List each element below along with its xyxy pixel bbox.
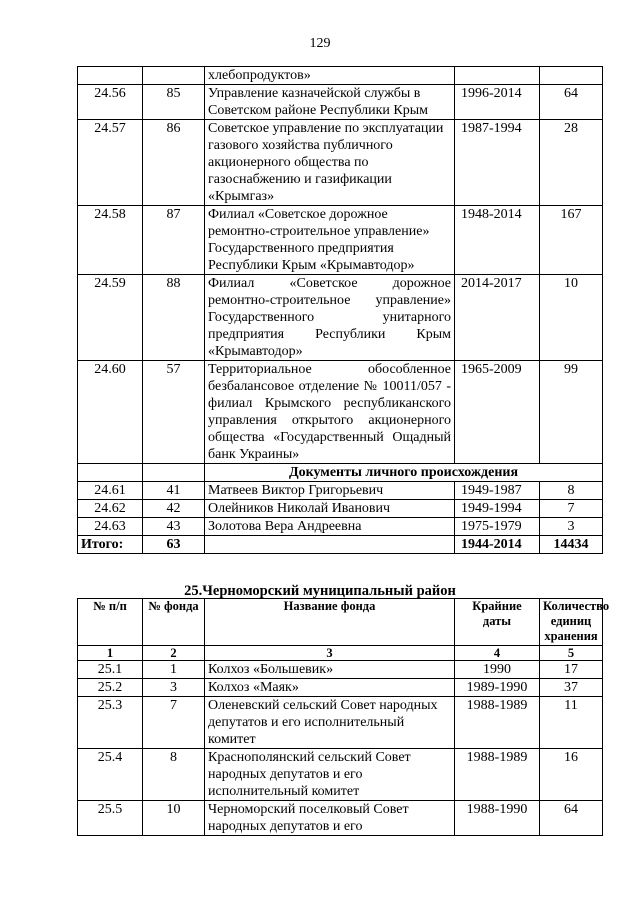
- archive-table-continued: [77, 66, 603, 554]
- table-row: [78, 801, 603, 836]
- table-row: [78, 275, 603, 361]
- fond-name: Золотова Вера Андреевна: [205, 518, 455, 536]
- table-row: [78, 361, 603, 464]
- table-row: [78, 85, 603, 120]
- extreme-dates: 1988-1990: [455, 801, 540, 836]
- fond-number: 86: [143, 120, 205, 206]
- row-number: 24.59: [78, 275, 143, 361]
- row-number: 25.1: [78, 661, 143, 679]
- fond-number: 10: [143, 801, 205, 836]
- fond-name: Краснополянский сельский Совет народных депутатов и его исполнительный комитет: [205, 749, 455, 801]
- column-index: 2: [143, 646, 205, 661]
- fond-number: 41: [143, 482, 205, 500]
- column-header-fond: № фонда: [143, 599, 205, 646]
- column-header-dates: Крайние даты: [455, 599, 540, 646]
- fond-name: Колхоз «Маяк»: [205, 679, 455, 697]
- row-number: 24.63: [78, 518, 143, 536]
- row-number: 25.4: [78, 749, 143, 801]
- archive-table-region: [77, 598, 610, 836]
- fond-number: 88: [143, 275, 205, 361]
- fond-number: 8: [143, 749, 205, 801]
- fond-number: 57: [143, 361, 205, 464]
- fond-name: Оленевский сельский Совет народных депутатов и его исполнительный комитет: [205, 697, 455, 749]
- table-row: [78, 749, 603, 801]
- extreme-dates: 1949-1987: [455, 482, 540, 500]
- region-heading: 25.Черноморский муниципальный район: [184, 583, 456, 599]
- row-number: 24.58: [78, 206, 143, 275]
- total-label: Итого:: [78, 536, 143, 554]
- storage-units: 8: [540, 482, 603, 500]
- storage-units: 167: [540, 206, 603, 275]
- extreme-dates: 1989-1990: [455, 679, 540, 697]
- fond-number: 1: [143, 661, 205, 679]
- storage-units: 7: [540, 500, 603, 518]
- page-number: 129: [309, 36, 331, 51]
- extreme-dates: 1988-1989: [455, 697, 540, 749]
- storage-units: 64: [540, 85, 603, 120]
- extreme-dates: 1965-2009: [455, 361, 540, 464]
- row-number: 25.5: [78, 801, 143, 836]
- table-row: [78, 120, 603, 206]
- extreme-dates: 1948-2014: [455, 206, 540, 275]
- storage-units: 11: [540, 697, 603, 749]
- fond-number: 42: [143, 500, 205, 518]
- fond-name: Советское управление по эксплуатации газового хозяйства публичного акционерного общества по газоснабжению и газификации «Крымгаз»: [205, 120, 455, 206]
- row-number: 25.3: [78, 697, 143, 749]
- total-dates: 1944-2014: [455, 536, 540, 554]
- row-number: 24.62: [78, 500, 143, 518]
- table-row: [78, 679, 603, 697]
- extreme-dates: 1990: [455, 661, 540, 679]
- extreme-dates: 1988-1989: [455, 749, 540, 801]
- storage-units: 17: [540, 661, 603, 679]
- storage-units: 99: [540, 361, 603, 464]
- column-header-count: Количество единиц хранения: [540, 599, 603, 646]
- extreme-dates: 2014-2017: [455, 275, 540, 361]
- storage-units: 28: [540, 120, 603, 206]
- table-row: [78, 206, 603, 275]
- storage-units: 3: [540, 518, 603, 536]
- total-storage-units: 14434: [540, 536, 603, 554]
- extreme-dates: 1949-1994: [455, 500, 540, 518]
- total-fond-count: 63: [143, 536, 205, 554]
- row-number: 24.61: [78, 482, 143, 500]
- fond-name: Управление казначейской службы в Советском районе Республики Крым: [205, 85, 455, 120]
- row-number: 24.60: [78, 361, 143, 464]
- section-heading: Документы личного происхождения: [205, 464, 603, 482]
- table-row: [78, 67, 603, 85]
- column-index-row: [78, 646, 603, 661]
- table-row: [78, 482, 603, 500]
- fond-name: Черноморский поселковый Совет народных депутатов и его: [205, 801, 455, 836]
- storage-units: 37: [540, 679, 603, 697]
- fond-name: Территориальное обособленное безбалансовое отделение № 10011/057 - филиал Крымского республиканского управления открытого акционерного общества «Государственный Ощадный банк Украины»: [205, 361, 455, 464]
- fond-number: 43: [143, 518, 205, 536]
- fond-name: Филиал «Советское дорожное ремонтно-строительное управление» Государственного предприятия Республики Крым «Крымавтодор»: [205, 206, 455, 275]
- storage-units: 16: [540, 749, 603, 801]
- table-row: [78, 697, 603, 749]
- column-index: 4: [455, 646, 540, 661]
- column-index: 5: [540, 646, 603, 661]
- fond-name: Олейников Николай Иванович: [205, 500, 455, 518]
- storage-units: 64: [540, 801, 603, 836]
- table-row: [78, 518, 603, 536]
- row-number: 24.56: [78, 85, 143, 120]
- column-index: 3: [205, 646, 455, 661]
- row-number: 24.57: [78, 120, 143, 206]
- total-row: [78, 536, 603, 554]
- fond-name: Филиал «Советское дорожное ремонтно-строительное управление» Государственного унитарного предприятия Республики Крым «Крымавтодор»: [205, 275, 455, 361]
- fond-name: хлебопродуктов»: [205, 67, 455, 85]
- extreme-dates: 1996-2014: [455, 85, 540, 120]
- header-row: [78, 599, 603, 646]
- column-header-number: № п/п: [78, 599, 143, 646]
- fond-name: Колхоз «Большевик»: [205, 661, 455, 679]
- fond-number: 85: [143, 85, 205, 120]
- extreme-dates: 1987-1994: [455, 120, 540, 206]
- table-row: [78, 500, 603, 518]
- column-index: 1: [78, 646, 143, 661]
- fond-number: 3: [143, 679, 205, 697]
- fond-name: Матвеев Виктор Григорьевич: [205, 482, 455, 500]
- column-header-name: Название фонда: [205, 599, 455, 646]
- fond-number: 7: [143, 697, 205, 749]
- section-heading-row: [78, 464, 603, 482]
- extreme-dates: 1975-1979: [455, 518, 540, 536]
- storage-units: 10: [540, 275, 603, 361]
- row-number: 25.2: [78, 679, 143, 697]
- table-row: [78, 661, 603, 679]
- fond-number: 87: [143, 206, 205, 275]
